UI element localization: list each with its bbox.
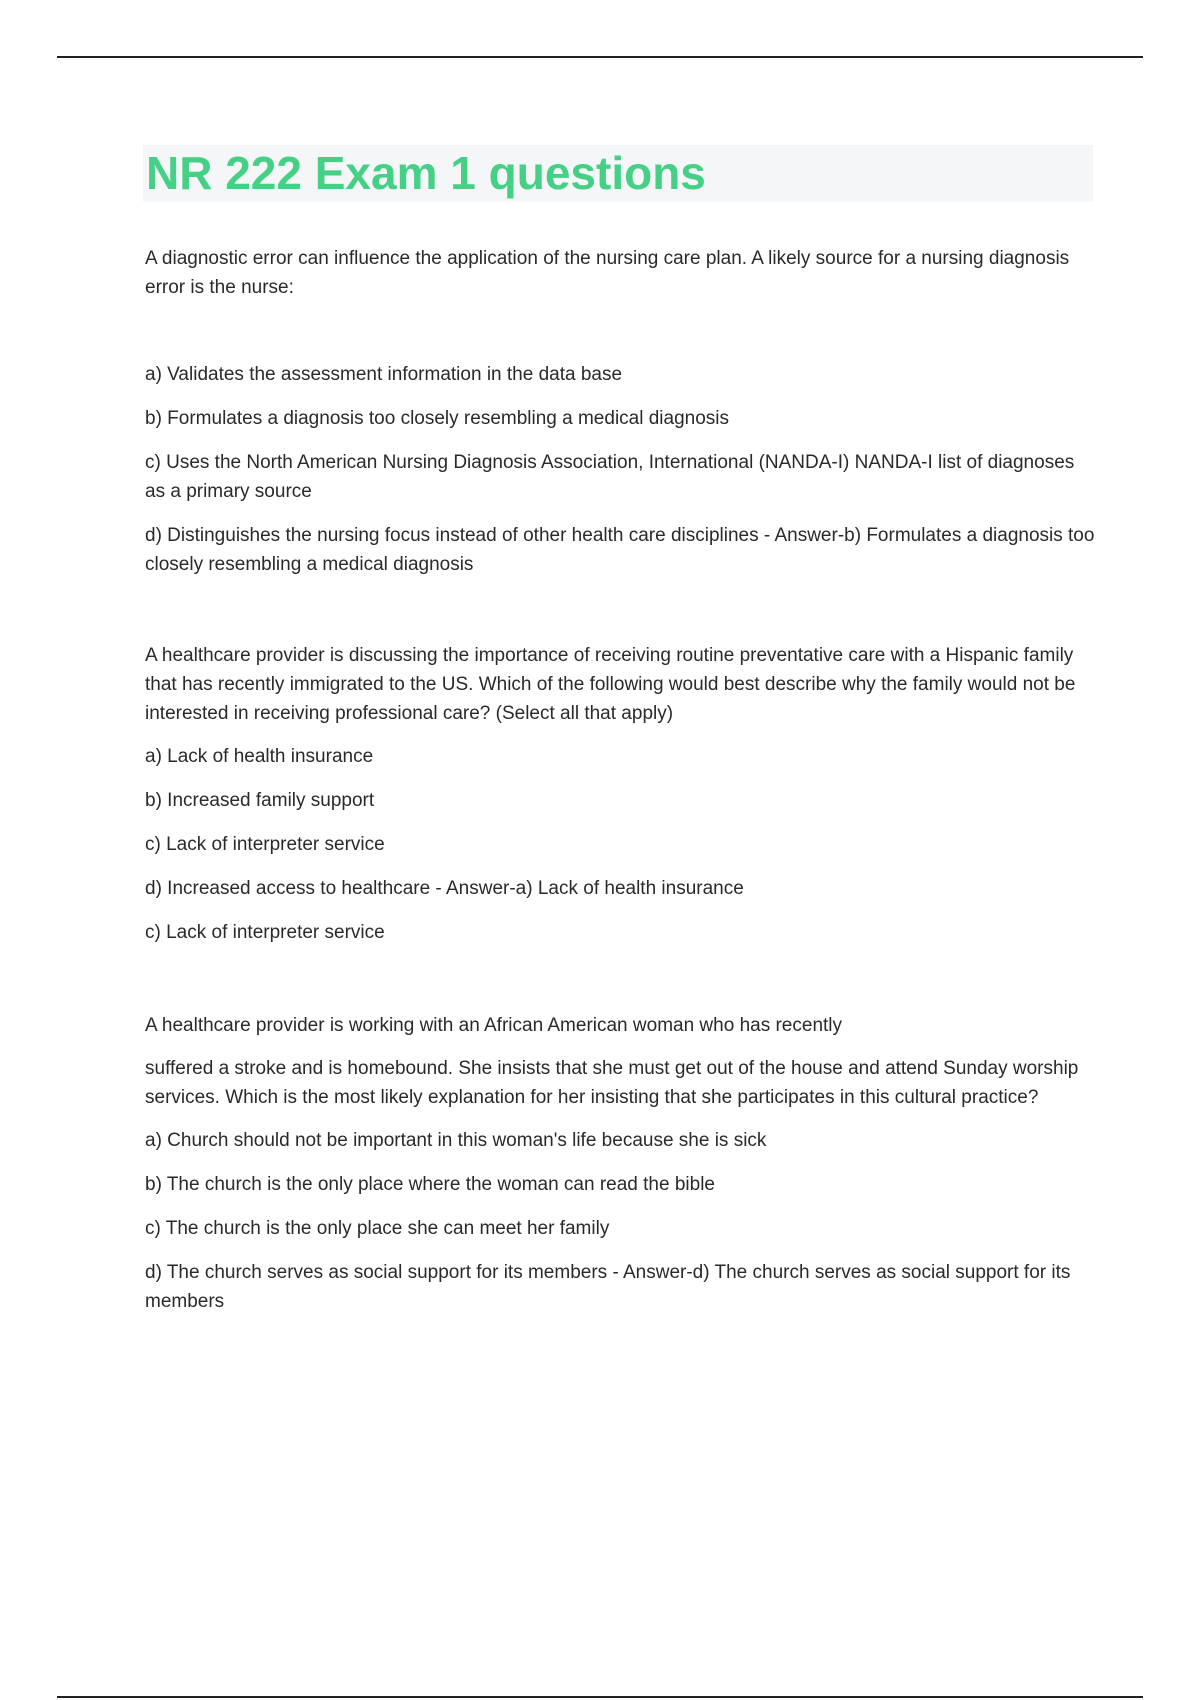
- question-2: [145, 641, 1095, 947]
- question-1-stem: A diagnostic error can influence the application of the nursing care plan. A likely source for a nursing diagnosis error is the nurse:: [145, 248, 1070, 298]
- question-3-stem-line-2: suffered a stroke and is homebound. She insists that she must get out of the house and attend Sunday worship services. Which is the most likely explanation for her insisting that she participates in this cultural practice?: [145, 1058, 1079, 1108]
- question-2-option-c: c) Lack of interpreter service: [145, 834, 385, 855]
- document-body: [145, 244, 1095, 1331]
- question-1-option-b: b) Formulates a diagnosis too closely resembling a medical diagnosis: [145, 408, 730, 429]
- question-2-answer-continued: c) Lack of interpreter service: [145, 922, 385, 943]
- question-3-option-b: b) The church is the only place where the woman can read the bible: [145, 1174, 715, 1195]
- question-2-option-d: d) Increased access to healthcare - Answer-a) Lack of health insurance: [145, 878, 744, 899]
- question-3: [145, 1011, 1095, 1316]
- question-1-option-a: a) Validates the assessment information in the data base: [145, 364, 623, 385]
- bottom-rule: [57, 1696, 1143, 1698]
- question-1-option-d: d) Distinguishes the nursing focus instead of other health care disciplines - Answer-b) Formulates a diagnosis too closely resembling a medical diagnosis: [145, 525, 1095, 575]
- document-title: NR 222 Exam 1 questions: [146, 147, 706, 199]
- question-3-stem-line-1: A healthcare provider is working with an African American woman who has recently: [145, 1015, 843, 1036]
- question-1: [145, 244, 1095, 579]
- question-3-option-c: c) The church is the only place she can meet her family: [145, 1218, 610, 1239]
- question-3-option-a: a) Church should not be important in this woman's life because she is sick: [145, 1130, 767, 1151]
- question-2-option-a: a) Lack of health insurance: [145, 746, 374, 767]
- question-2-option-b: b) Increased family support: [145, 790, 375, 811]
- question-1-option-c: c) Uses the North American Nursing Diagnosis Association, International (NANDA-I) NANDA-I list of diagnoses as a primary source: [145, 452, 1075, 502]
- top-rule: [57, 56, 1143, 58]
- question-2-stem: A healthcare provider is discussing the importance of receiving routine preventative care with a Hispanic family that has recently immigrated to the US. Which of the following would best describe why the family would not be interested in receiving professional care? (Select all that apply): [145, 645, 1076, 724]
- question-3-option-d: d) The church serves as social support for its members - Answer-d) The church serves as social support for its members: [145, 1262, 1071, 1312]
